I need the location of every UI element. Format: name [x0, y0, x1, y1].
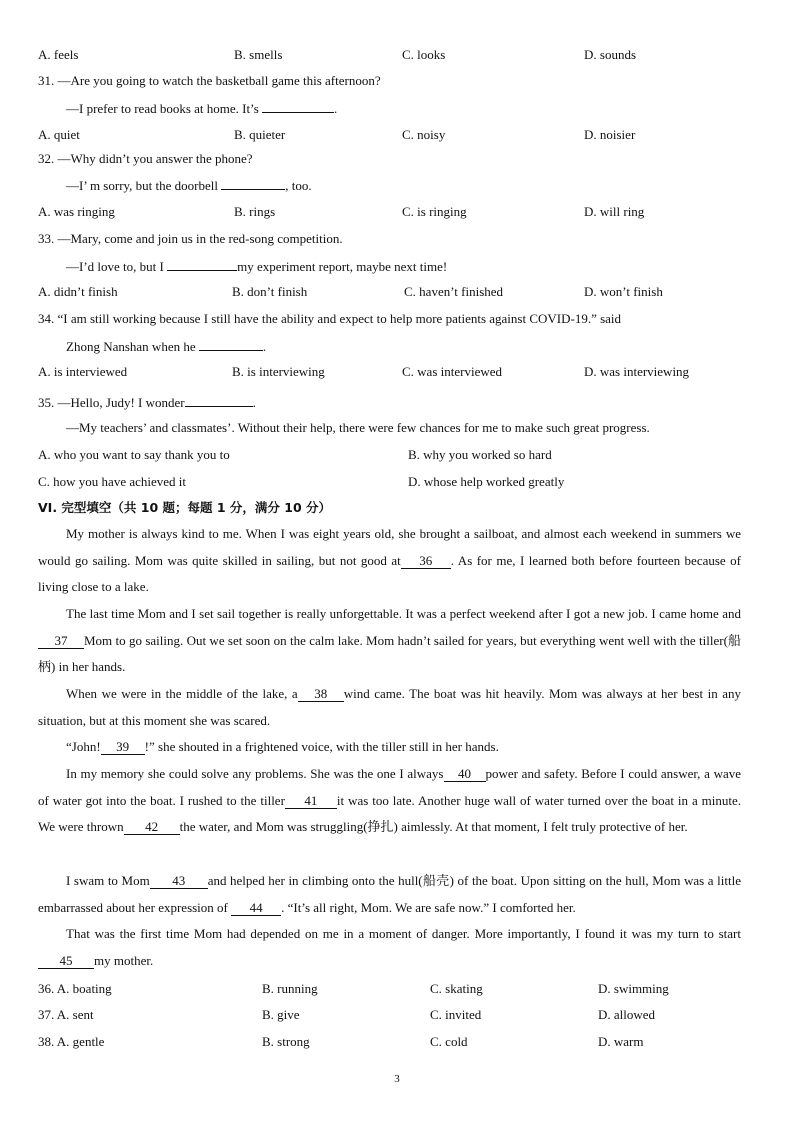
- option-a: A. who you want to say thank you to: [38, 447, 230, 462]
- blank-40: 40: [444, 767, 486, 782]
- option-a: 36. A. boating: [38, 981, 112, 996]
- option-b: B. why you worked so hard: [408, 447, 552, 462]
- option-d: D. warm: [598, 1034, 644, 1049]
- q35-answer: —My teachers’ and classmates’. Without their help, there were few chances for me to make such great progress.: [66, 420, 650, 435]
- q32-question: 32. —Why didn’t you answer the phone?: [38, 151, 253, 166]
- option-c: C. how you have achieved it: [38, 474, 187, 489]
- passage-paragraph-7: That was the first time Mom had depended on me in a moment of danger. More importantly, I found it was my turn to start45 my mother.: [38, 921, 741, 974]
- option-b: B. rings: [234, 204, 276, 219]
- q37-options: [38, 1007, 758, 1023]
- option-c: C. looks: [402, 47, 446, 62]
- answer-blank: [262, 100, 334, 113]
- option-b: B. is interviewing: [232, 364, 325, 379]
- blank-43: 43: [150, 874, 208, 889]
- q33-question: 33. —Mary, come and join us in the red-song competition.: [38, 231, 343, 246]
- passage-paragraph-5: In my memory she could solve any problems. She was the one I always 40 power and safety. Before I could answer, a wave of water got into the boat. I rushed to the tiller 41 it was too late. Another huge wall of water turned over the boat in a minute. We were thrown 42 the water, and Mom was struggling(挣扎) aimlessly. At that moment, I felt truly protective of her.: [38, 766, 742, 835]
- passage-paragraph-4: “John! 39 !” she shouted in a frightened voice, with the tiller still in her hands.: [66, 739, 499, 754]
- q33-options: [38, 284, 758, 300]
- passage-paragraph-1: My mother is always kind to me. When I was eight years old, she brought a sailboat, and almost each weekend in summers we would go sailing. Mom was quite skilled in sailing, but not good at 36 . As for me, I learned both before fourteen because of living close to a lake.: [38, 526, 741, 595]
- option-b: B. smells: [234, 47, 283, 62]
- passage-paragraph-2: The last time Mom and I set sail together is really unforgettable. It was a perfect weekend after I got a new job. I came home and37 Mom to go sailing. Out we set soon on the calm lake. Mom hadn’t sailed for years, but everything went well with the tiller(船柄) in her hands.: [38, 606, 741, 675]
- option-b: B. quieter: [234, 127, 286, 142]
- option-a: A. was ringing: [38, 204, 115, 219]
- q38-options: [38, 1034, 758, 1050]
- option-c: C. was interviewed: [402, 364, 503, 379]
- option-d: D. whose help worked greatly: [408, 474, 565, 489]
- q31-answer: —I prefer to read books at home. It’s .: [66, 101, 338, 116]
- option-c: C. is ringing: [402, 204, 467, 219]
- blank-37: 37: [38, 634, 84, 649]
- option-d: D. will ring: [584, 204, 645, 219]
- blank-39: 39: [101, 740, 145, 755]
- q31-options: [38, 127, 758, 143]
- blank-41: 41: [285, 794, 337, 809]
- option-a: A. quiet: [38, 127, 80, 142]
- option-d: D. swimming: [598, 981, 669, 996]
- q31-question: 31. —Are you going to watch the basketball game this afternoon?: [38, 73, 381, 88]
- option-a: 38. A. gentle: [38, 1034, 105, 1049]
- q33-answer: —I’d love to, but I my experiment report, maybe next time!: [66, 259, 448, 274]
- option-b: B. running: [262, 981, 318, 996]
- option-d: D. won’t finish: [584, 284, 663, 299]
- option-d: D. sounds: [584, 47, 637, 62]
- q32-options: [38, 204, 758, 220]
- q36-options: [38, 981, 758, 997]
- answer-blank: [185, 394, 253, 407]
- passage-paragraph-3: When we were in the middle of the lake, a 38 wind came. The boat was hit heavily. Mom was always at her best in any situation, but at this moment she was scared.: [38, 686, 741, 728]
- option-c: C. noisy: [402, 127, 446, 142]
- q34-question: 34. “I am still working because I still have the ability and expect to help more patients against COVID-19.” said: [38, 311, 622, 326]
- option-a: A. didn’t finish: [38, 284, 118, 299]
- blank-44: 44: [231, 901, 281, 916]
- answer-blank: [167, 258, 237, 271]
- option-a: A. is interviewed: [38, 364, 128, 379]
- option-b: B. give: [262, 1007, 300, 1022]
- q35-question: 35. —Hello, Judy! I wonder .: [38, 395, 256, 410]
- option-c: C. haven’t finished: [404, 284, 504, 299]
- option-a: 37. A. sent: [38, 1007, 94, 1022]
- option-d: D. noisier: [584, 127, 636, 142]
- blank-38: 38: [298, 687, 344, 702]
- blank-42: 42: [124, 820, 180, 835]
- blank-45: 45: [38, 954, 94, 969]
- answer-blank: [221, 177, 285, 190]
- q34-options: [38, 364, 758, 380]
- q30-options: [38, 47, 758, 63]
- option-b: B. don’t finish: [232, 284, 308, 299]
- option-a: A. feels: [38, 47, 79, 62]
- q34-answer: Zhong Nanshan when he .: [66, 339, 267, 354]
- section-title: VI. 完型填空（共 10 题；每题 1 分，满分 10 分）: [38, 500, 332, 515]
- q32-answer: —I’ m sorry, but the doorbell , too.: [66, 178, 312, 193]
- blank-36: 36: [401, 554, 451, 569]
- option-c: C. invited: [430, 1007, 482, 1022]
- option-c: C. skating: [430, 981, 483, 996]
- option-c: C. cold: [430, 1034, 468, 1049]
- q35-options-row2: [38, 474, 758, 490]
- option-b: B. strong: [262, 1034, 310, 1049]
- option-d: D. was interviewing: [584, 364, 690, 379]
- answer-blank: [199, 338, 263, 351]
- page-number: 3: [394, 1073, 400, 1085]
- q35-options-row1: [38, 447, 758, 463]
- option-d: D. allowed: [598, 1007, 656, 1022]
- passage-paragraph-6: I swam to Mom 43 and helped her in climbing onto the hull(船壳) of the boat. Upon sitting on the hull, Mom was a little embarrassed about her expression of 44 . “It’s all right, Mom. We are safe now.” I comforted her.: [38, 873, 741, 915]
